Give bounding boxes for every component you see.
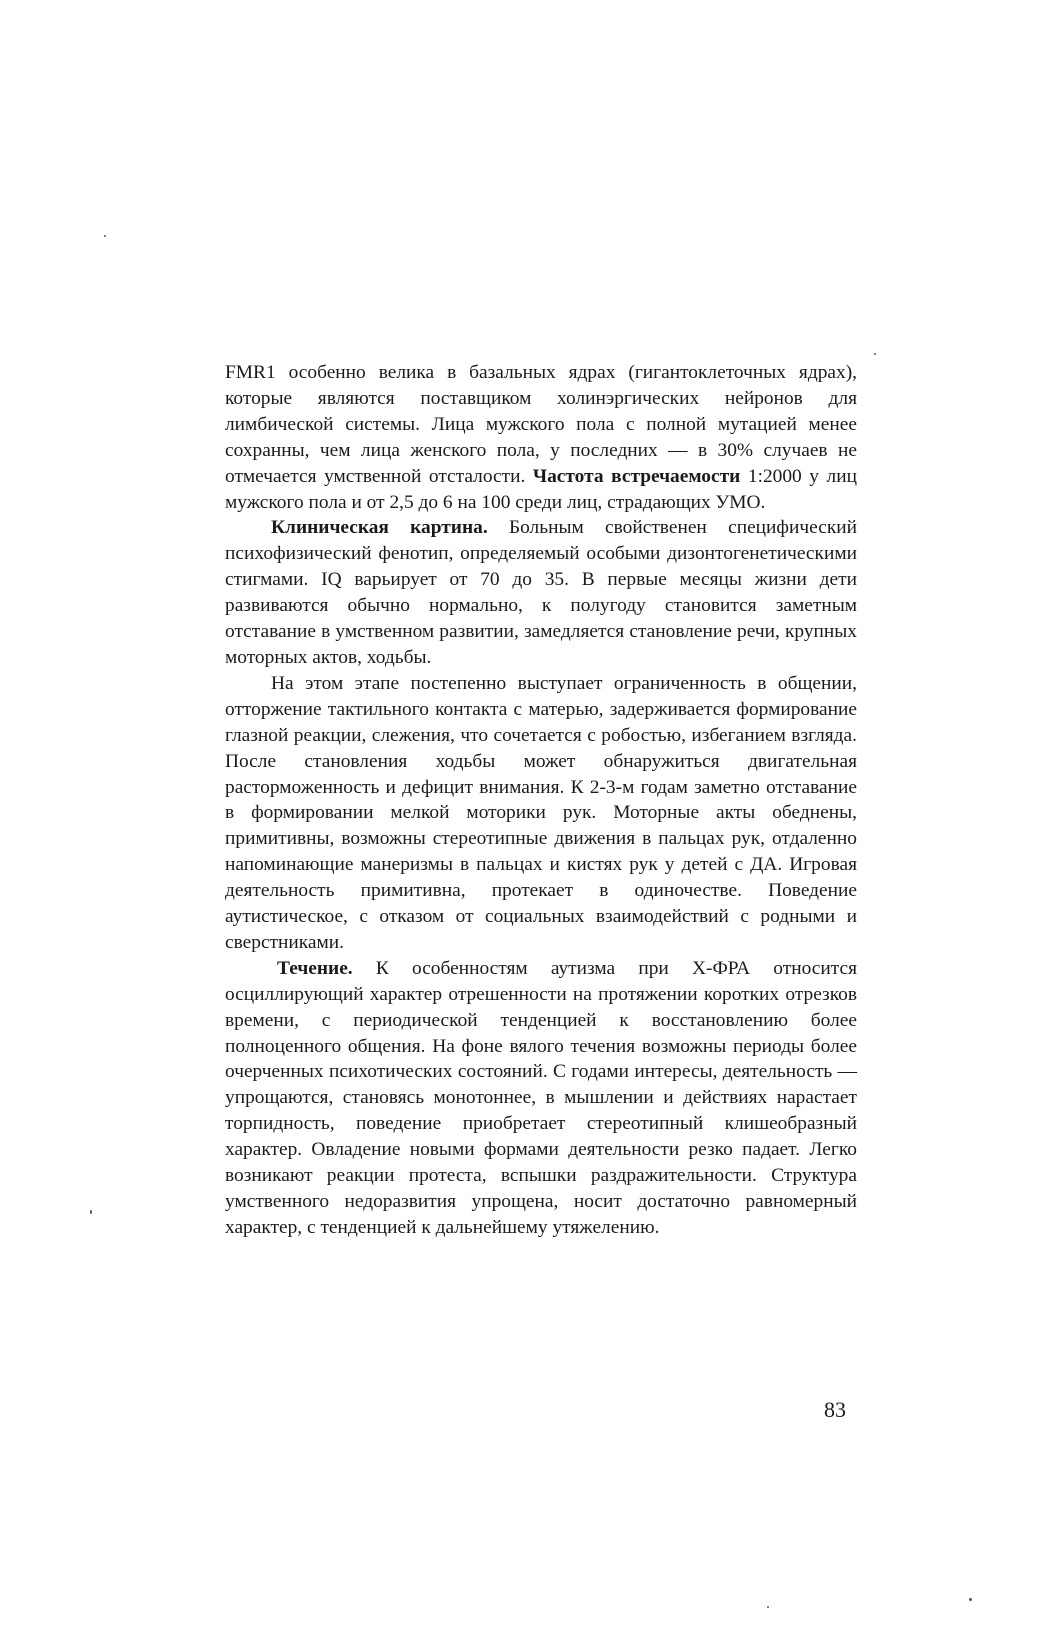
paragraph-communication — [225, 671, 857, 956]
scan-speck — [104, 235, 106, 237]
paragraph-fmr1 — [225, 360, 857, 515]
scan-speck — [969, 1598, 972, 1601]
paragraph-clinical-picture — [225, 515, 857, 670]
p3-text: На этом этапе постепенно выступает ограниченность в общении, отторжение тактильного контакта с матерью, задерживается формирование глазной реакции, слежения, что сочетается с робостью, избеганием взгляда. После становления ходьбы может обнаружиться двигательная расторможенность и дефицит внимания. К 2-3-м годам заметно отставание в формировании мелкой моторики рук. Моторные акты обеднены, примитивны, возможны стереотипные движения в пальцах рук, отдаленно напоминающие манеризмы в пальцах и кистях рук у детей с ДА. Игровая деятельность примитивна, протекает в одиночестве. Поведение аутистическое, с отказом от социальных взаимодействий с родными и сверстниками. — [225, 672, 857, 953]
heading-course: Течение. — [277, 957, 353, 979]
paragraph-course — [225, 956, 857, 1241]
p4-text: К особенностям аутизма при Х-ФРА относится осциллирующий характер отрешенности на протяжении коротких отрезков времени, с периодической тенденцией к восстановлению более полноценного общения. На фоне вялого течения возможны периоды более очерченных психотических состояний. С годами интересы, деятельность — упрощаются, становясь монотоннее, в мышлении и действиях нарастает торпидность, поведение приобретает стереотипный клишеобразный характер. Овладение новыми формами деятельности резко падает. Легко возникают реакции протеста, вспышки раздражительности. Структура умственного недоразвития упрощена, носит достаточно равномерный характер, с тенденцией к дальнейшему утяжелению. — [225, 957, 857, 1238]
scan-speck — [767, 1606, 769, 1608]
body-text — [225, 360, 857, 1241]
scan-speck — [90, 1210, 92, 1214]
page-number: 83 — [824, 1397, 846, 1422]
p1-text-2: 1:2000 у лиц мужского пола и от 2,5 до 6 на 100 среди лиц, страдающих УМО. — [225, 465, 857, 513]
p2-text: Больным свойственен специфический психофизический фенотип, определяемый особыми дизонтогенетическими стигмами. IQ варьирует от 70 до 35. В первые месяцы жизни дети развиваются обычно нормально, к полугоду становится заметным отставание в умственном развитии, замедляется становление речи, крупных моторных актов, ходьбы. — [225, 517, 857, 668]
term-frequency: Частота встречаемости — [532, 465, 741, 487]
scan-speck — [874, 353, 876, 355]
p1-text-1: FMR1 особенно велика в базальных ядрах (гигантоклеточных ядрах), которые являются поставщиком холинэргических нейронов для лимбической системы. Лица мужского пола с полной мутацией менее сохранны, чем лица женского пола, у последних — в 30% случаев не отмечается умственной отсталости. — [225, 362, 857, 487]
heading-clinical-picture: Клиническая картина. — [271, 517, 488, 539]
